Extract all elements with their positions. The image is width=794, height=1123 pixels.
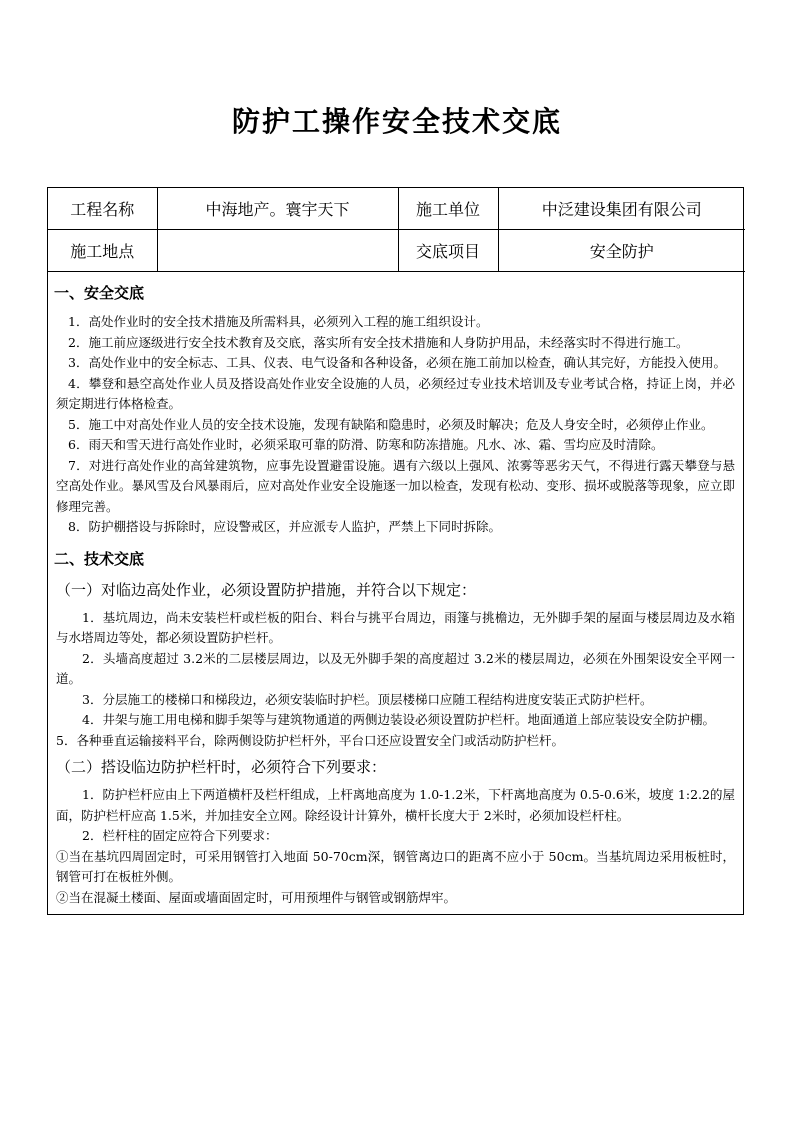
subsection-heading-2: （二）搭设临边防护栏杆时，必须符合下列要求：	[56, 758, 387, 776]
technical-item: 1．基坑周边，尚未安装栏杆或栏板的阳台、料台与挑平台周边，雨篷与挑檐边，无外脚手架的屋面与楼层周边及水箱与水塔周边等处，都必须设置防护栏杆。	[56, 609, 735, 645]
safety-item: 2．施工前应逐级进行安全技术教育及交底，落实所有安全技术措施和人身防护用品，未经落实时不得进行施工。	[68, 334, 689, 350]
safety-item: 8．防护棚搭设与拆除时，应设警戒区，并应派专人监护，严禁上下同时拆除。	[68, 519, 501, 534]
subsection-heading-1: （一）对临边高处作业，必须设置防护措施，并符合以下规定：	[56, 580, 477, 599]
section-heading-technical: 二、技术交底	[54, 549, 145, 568]
railing-item: 2．栏杆柱的固定应符合下列要求：	[82, 828, 278, 843]
construction-unit-label: 施工单位	[398, 188, 498, 230]
disclosure-form	[47, 187, 744, 915]
safety-item: 4．攀登和悬空高处作业人员及搭设高处作业安全设施的人员，必须经过专业技术培训及专业考试合格，持证上岗，并必须定期进行体格检查。	[56, 375, 735, 411]
technical-item: 2．头墙高度超过 3.2米的二层楼层周边，以及无外脚手架的高度超过 3.2米的楼层周边，必须在外围架设安全平网一道。	[56, 650, 735, 686]
project-name-value: 中海地产。寰宇天下	[157, 188, 398, 230]
disclosure-item-label: 交底项目	[398, 230, 498, 272]
safety-item: 7．对进行高处作业的高耸建筑物，应事先设置避雷设施。遇有六级以上强风、浓雾等恶劣天气，不得进行露天攀登与悬空高处作业。暴风雪及台风暴雨后，应对高处作业安全设施逐一加以检查，发现有松动、变形、损坏或脱落等现象，应立即修理完善。	[56, 457, 735, 514]
safety-item: 3．高处作业中的安全标志、工具、仪表、电气设备和各种设备，必须在施工前加以检查，确认其完好，方能投入使用。	[68, 355, 726, 370]
site-label: 施工地点	[48, 230, 157, 272]
disclosure-body	[48, 272, 743, 914]
header-row-site	[48, 230, 745, 272]
page-title: 防护工操作安全技术交底	[231, 105, 562, 138]
disclosure-item-value: 安全防护	[498, 230, 745, 272]
safety-item: 5．施工中对高处作业人员的安全技术设施，发现有缺陷和隐患时，必须及时解决；危及人身安全时，必须停止作业。	[68, 416, 714, 432]
railing-item: 1．防护栏杆应由上下两道横杆及栏杆组成，上杆离地高度为 1.0-1.2米，下杆离地高度为 0.5-0.6米，坡度 1:2.2的屋面，防护栏杆应高 1.5米，并加挂安全立网。除经设计计算外，横杆长度大于 2米时，必须加设栏杆柱。	[56, 787, 735, 823]
header-table	[48, 188, 745, 272]
railing-clause: ②当在混凝土楼面、屋面或墙面固定时，可用预埋件与钢管或钢筋焊牢。	[56, 889, 457, 905]
technical-item: 3．分层施工的楼梯口和梯段边，必须安装临时护栏。顶层楼梯口应随工程结构进度安装正式防护栏杆。	[82, 691, 653, 707]
railing-clause: ①当在基坑四周固定时，可采用钢管打入地面 50-70cm深，钢管离边口的距离不应小于 50cm。当基坑周边采用板桩时，钢管可打在板桩外侧。	[56, 848, 735, 884]
technical-item: 4．井架与施工用电梯和脚手架等与建筑物通道的两侧边装设必须设置防护栏杆。地面通道上部应装设安全防护棚。	[82, 712, 715, 727]
construction-unit-value: 中泛建设集团有限公司	[498, 188, 745, 230]
section-heading-safety: 一、安全交底	[54, 284, 145, 302]
header-row-project	[48, 188, 745, 230]
safety-item: 1．高处作业时的安全技术措施及所需料具，必须列入工程的施工组织设计。	[68, 314, 489, 329]
safety-item: 6．雨天和雪天进行高处作业时，必须采取可靠的防滑、防寒和防冻措施。凡水、冰、霜、雪均应及时清除。	[68, 437, 664, 452]
site-value	[157, 230, 398, 272]
technical-item: 5．各种垂直运输接料平台，除两侧设防护栏杆外，平台口还应设置安全门或活动防护栏杆。	[56, 732, 564, 748]
project-name-label: 工程名称	[48, 188, 157, 230]
